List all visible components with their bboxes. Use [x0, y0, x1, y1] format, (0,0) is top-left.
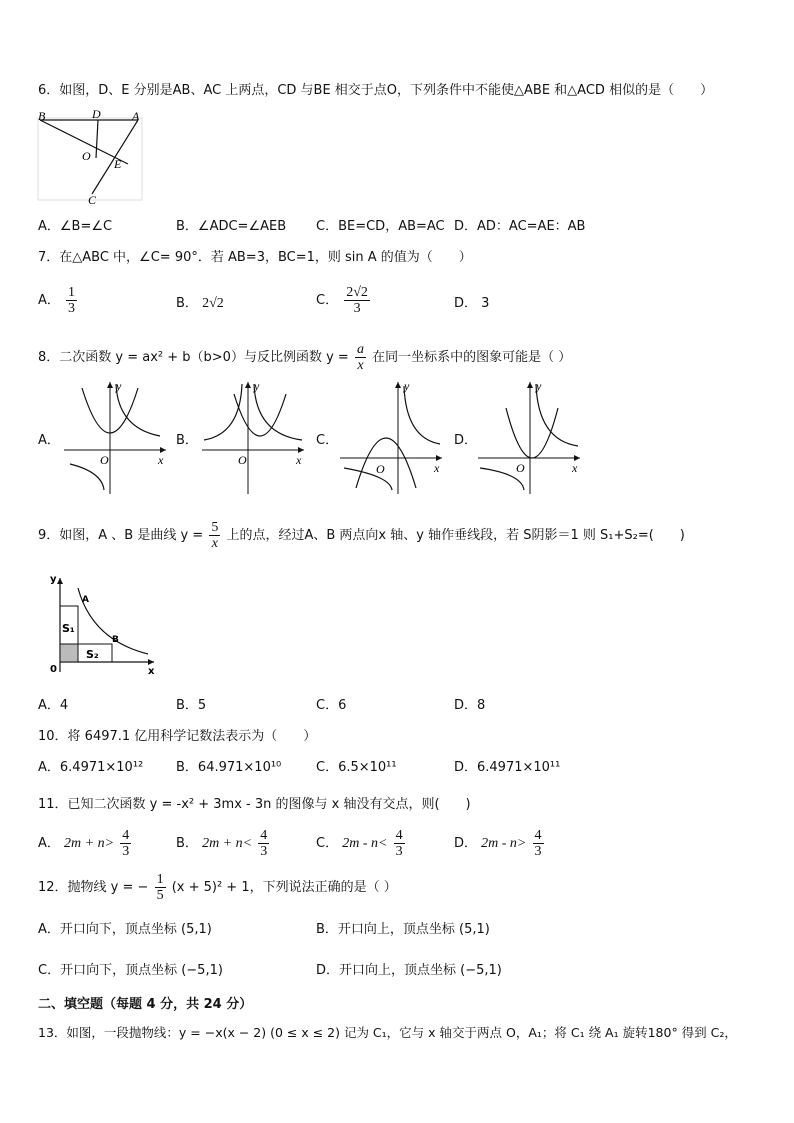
- q12-frac: $\frac{1}{5}$: [156, 872, 164, 903]
- q10-option-a[interactable]: A．6.4971×10¹²: [38, 760, 144, 775]
- q10-option-b[interactable]: B．64.971×10¹⁰: [176, 760, 282, 775]
- q6-option-d[interactable]: D．AD：AC=AE：AB: [454, 219, 586, 234]
- q7-option-b-value: 2√2: [202, 296, 224, 311]
- q7-option-a-label: A．: [38, 293, 60, 308]
- q9-option-a[interactable]: A．4: [38, 698, 69, 713]
- parabola: [506, 408, 558, 458]
- q7-option-b[interactable]: [176, 295, 224, 313]
- hyperbola-branch-2: [70, 464, 104, 490]
- q11-option-b[interactable]: [176, 828, 271, 859]
- x-label: x: [434, 461, 440, 475]
- q12-text: [38, 872, 397, 903]
- fig-label-e: E: [114, 157, 122, 171]
- q7-option-a-frac: $\frac{1}{3}$: [68, 285, 76, 316]
- q11-option-c[interactable]: [316, 828, 407, 859]
- q12-text-pre: 12．抛物线 y = −: [38, 880, 149, 895]
- q12-option-d[interactable]: D．开口向上，顶点坐标 (−5,1): [316, 963, 502, 978]
- origin-label: O: [376, 462, 385, 476]
- q12-option-a[interactable]: A．开口向下，顶点坐标 (5,1): [38, 922, 212, 937]
- q9-option-b[interactable]: B．5: [176, 698, 207, 713]
- q11-option-c-label: C．: [316, 836, 339, 851]
- q11-option-a-label: A．: [38, 836, 60, 851]
- y-label: y: [254, 379, 260, 393]
- hyperbola-branch-1: [116, 384, 160, 436]
- q8-text-pre: 8．二次函数 y = ax² + b（b>0）与反比例函数 y =: [38, 350, 349, 365]
- q8-graph-d[interactable]: [474, 378, 584, 496]
- fig-label-a: A: [132, 109, 140, 123]
- fig-label-o: O: [82, 149, 91, 163]
- q10-text: 10．将 6497.1 亿用科学记数法表示为（ ）: [38, 729, 317, 744]
- fig-label-d: D: [92, 108, 101, 121]
- q6-option-c[interactable]: C．BE=CD，AB=AC: [316, 219, 445, 234]
- section-heading-fill-in: 二、填空题（每题 4 分，共 24 分）: [38, 997, 253, 1012]
- q7-option-d-value: 3: [481, 296, 490, 311]
- q6-text: 6．如图，D、E 分别是AB、AC 上两点，CD 与BE 相交于点O，下列条件中不能使△ABE 和△ACD 相似的是（ ）: [38, 83, 714, 98]
- q12-text-post: (x + 5)² + 1，下列说法正确的是（ ）: [171, 880, 397, 895]
- hyperbola-branch-2: [204, 384, 242, 440]
- q11-option-d-lhs: 2m - n>: [481, 836, 527, 851]
- q10-option-d[interactable]: D．6.4971×10¹¹: [454, 760, 561, 775]
- q8-text: [38, 342, 571, 373]
- hyperbola-branch-1: [536, 384, 578, 446]
- q12-option-c[interactable]: C．开口向下，顶点坐标 (−5,1): [38, 963, 223, 978]
- q11-option-c-frac: $\frac{4}{3}$: [395, 828, 403, 859]
- q8-frac: $\frac{a}{x}$: [356, 342, 364, 373]
- q6-figure: [34, 108, 146, 204]
- q11-option-b-frac: $\frac{4}{3}$: [260, 828, 268, 859]
- q8-option-b-label[interactable]: B．: [176, 433, 198, 448]
- q11-option-b-label: B．: [176, 836, 198, 851]
- q10-option-c[interactable]: C．6.5×10¹¹: [316, 760, 397, 775]
- q8-graph-b[interactable]: [198, 378, 308, 496]
- y-label: y: [404, 379, 410, 393]
- q9-option-c[interactable]: C．6: [316, 698, 347, 713]
- hyperbola-branch-2: [344, 468, 392, 490]
- fig-label-s1: S₁: [62, 622, 75, 635]
- q8-option-a-label[interactable]: A．: [38, 433, 60, 448]
- q12-option-b[interactable]: B．开口向上，顶点坐标 (5,1): [316, 922, 490, 937]
- q11-option-b-lhs: 2m + n<: [202, 836, 253, 851]
- shaded-region: [60, 644, 78, 662]
- q9-frac: $\frac{5}{x}$: [211, 520, 219, 551]
- q7-option-c[interactable]: [316, 285, 372, 316]
- q7-option-d[interactable]: [454, 295, 489, 313]
- fig-label-b: B: [112, 635, 119, 645]
- y-label: y: [536, 379, 542, 393]
- q11-option-d-frac: $\frac{4}{3}$: [534, 828, 542, 859]
- fig-label-c: C: [88, 193, 97, 204]
- q11-option-c-lhs: 2m - n<: [342, 836, 388, 851]
- fig-label-a: A: [82, 595, 89, 605]
- parabola: [356, 438, 416, 488]
- q8-graph-c[interactable]: [336, 378, 446, 496]
- origin-label: O: [238, 453, 247, 467]
- x-label: x: [158, 453, 164, 467]
- q11-option-a-lhs: 2m + n>: [64, 836, 115, 851]
- q8-option-c-label[interactable]: C．: [316, 433, 339, 448]
- q13-text: 13．如图，一段抛物线：y = −x(x − 2) (0 ≤ x ≤ 2) 记为 C₁，它与 x 轴交于两点 O，A₁；将 C₁ 绕 A₁ 旋转180° 得到 C₂，: [38, 1025, 737, 1040]
- q11-text: 11．已知二次函数 y = -x² + 3mx - 3n 的图像与 x 轴没有交点，则( ): [38, 797, 471, 812]
- q8-text-post: 在同一坐标系中的图象可能是（ ）: [372, 350, 572, 365]
- q11-option-d-label: D．: [454, 836, 478, 851]
- x-label: x: [296, 453, 302, 467]
- q9-text-pre: 9．如图，A 、B 是曲线 y =: [38, 528, 204, 543]
- q6-option-a[interactable]: A．∠B=∠C: [38, 219, 113, 234]
- q9-option-d[interactable]: D．8: [454, 698, 486, 713]
- q11-option-a-frac: $\frac{4}{3}$: [122, 828, 130, 859]
- parabola: [234, 394, 286, 436]
- fig-label-b: B: [38, 109, 46, 123]
- fig-label-s2: S₂: [86, 648, 99, 661]
- fig-label-o: 0: [50, 664, 57, 675]
- fig-label-y: y: [50, 574, 57, 585]
- q8-option-d-label[interactable]: D．: [454, 433, 478, 448]
- q7-option-b-label: B．: [176, 296, 198, 311]
- fig-label-x: x: [148, 666, 155, 677]
- q7-option-c-frac: $\frac{2√2}{3}$: [346, 285, 368, 316]
- q7-option-a[interactable]: [38, 285, 79, 316]
- q7-option-c-label: C．: [316, 293, 339, 308]
- hyperbola-branch-1: [404, 386, 440, 444]
- q9-text-post: 上的点，经过A、B 两点向x 轴、y 轴作垂线段，若 S阴影＝1 则 S₁+S₂=( ): [226, 528, 685, 543]
- q6-option-b[interactable]: B．∠ADC=∠AEB: [176, 219, 287, 234]
- x-label: x: [572, 461, 578, 475]
- q8-graph-a[interactable]: [60, 378, 170, 496]
- line-do: [96, 120, 98, 158]
- q11-option-d[interactable]: [454, 828, 546, 859]
- hyperbola-branch-1: [254, 384, 302, 440]
- q9-figure: [40, 572, 160, 678]
- q11-option-a[interactable]: [38, 828, 133, 859]
- q9-text: [38, 520, 685, 551]
- q7-text: 7．在△ABC 中，∠C= 90°．若 AB=3，BC=1，则 sin A 的值为（ ）: [38, 250, 472, 265]
- origin-label: O: [100, 453, 109, 467]
- origin-label: O: [516, 461, 525, 475]
- q7-option-d-label: D．: [454, 296, 478, 311]
- y-label: y: [116, 379, 122, 393]
